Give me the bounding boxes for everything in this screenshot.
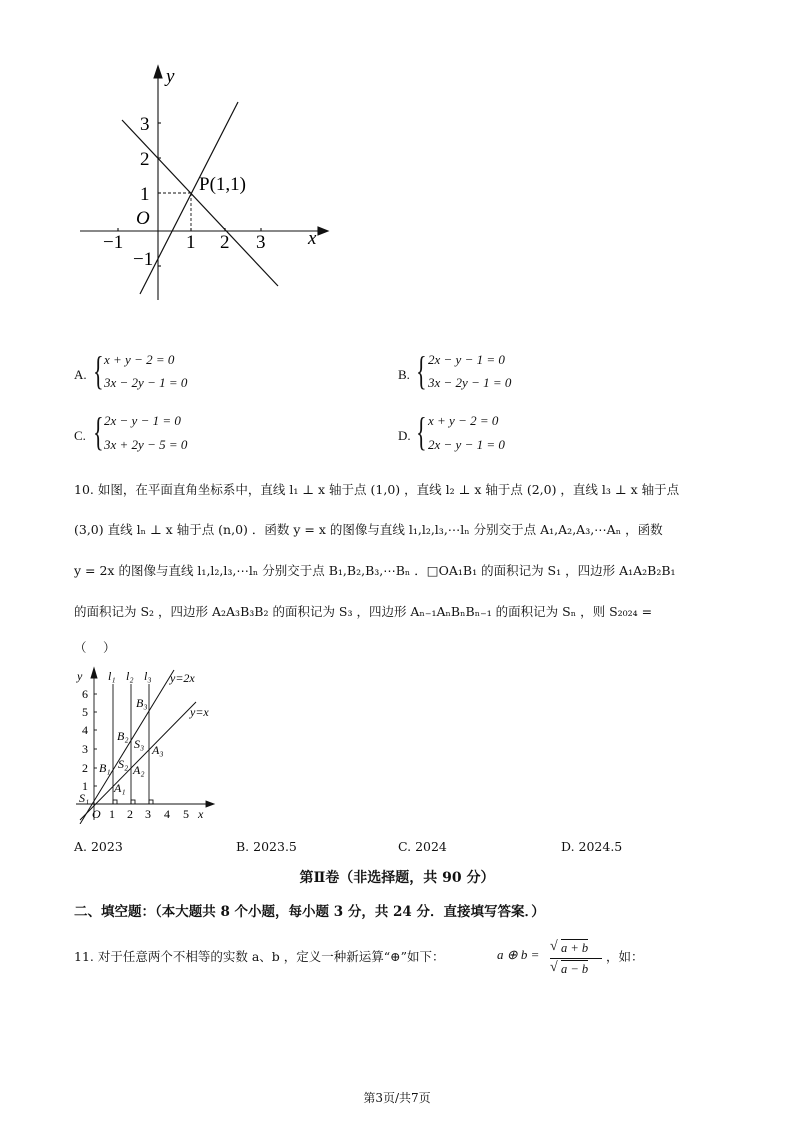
graph1-xtick-1: 1 <box>186 232 196 253</box>
graph2-l2-label: l₂ <box>126 669 134 683</box>
equation-1: 2x − y − 1 = 0 <box>104 413 181 428</box>
graph2-b2-label: B₂ <box>117 729 129 743</box>
equation-1: 2x − y − 1 = 0 <box>428 352 505 367</box>
graph1-xtick-neg1: −1 <box>103 232 124 253</box>
graph2-origin: O <box>92 807 101 821</box>
option-label: B. <box>398 367 410 382</box>
graph1-x-label: x <box>308 228 317 249</box>
coordinate-graph-2 <box>72 664 222 824</box>
graph1-ytick-neg1: −1 <box>133 249 154 270</box>
graph2-ytick-6: 6 <box>82 687 88 701</box>
graph2-ytick-5: 5 <box>82 705 88 719</box>
graph2-xtick-5: 5 <box>183 807 189 821</box>
option-label: D. <box>398 428 411 443</box>
coordinate-graph-1 <box>70 60 340 310</box>
line-2x-y-1 <box>140 102 238 294</box>
q10-line-4: 的面积记为 S₂ ，四边形 A₂A₃B₃B₂ 的面积记为 S₃ ，四边形 Aₙ₋₁AₙBₙBₙ₋₁ 的面积记为 Sₙ ，则 S₂₀₂₄ = <box>74 604 653 619</box>
graph2-xtick-3: 3 <box>145 807 151 821</box>
graph2-b1-label: B₁ <box>99 761 111 775</box>
brace-icon: { <box>93 348 104 393</box>
graph2-l1-label: l₁ <box>108 669 116 683</box>
graph2-yx-label: y=x <box>190 705 209 719</box>
q10-answer-bracket: （ ） <box>74 640 116 655</box>
equation-1: x + y − 2 = 0 <box>428 413 499 428</box>
sqrt-icon: √ <box>550 939 558 954</box>
graph2-a2-label: A₂ <box>133 763 145 777</box>
equation-2: 2x − y − 1 = 0 <box>428 437 505 452</box>
graph1-ytick-3: 3 <box>140 114 150 135</box>
graph2-y-label: y <box>77 669 83 683</box>
option-label: A. <box>74 367 87 382</box>
q10-line-2: (3,0) 直线 lₙ ⊥ x 轴于点 (n,0) ．函数 y = x 的图像与直线 l₁,l₂,l₃,⋯lₙ 分别交于点 A₁,A₂,A₃,⋯Aₙ ，函数 <box>74 522 663 537</box>
graph1-y-label: y <box>166 66 175 87</box>
graph2-l3-label: l₃ <box>144 669 152 683</box>
graph1-origin: O <box>136 208 150 229</box>
graph1-point-label: P(1,1) <box>199 174 246 195</box>
sqrt-icon: √ <box>550 960 558 975</box>
page-footer: 第3页/共7页 <box>363 1091 431 1105</box>
q11-formula-lhs: a ⊕ b = <box>497 947 540 962</box>
graph1-ytick-2: 2 <box>140 149 150 170</box>
graph1-ytick-1: 1 <box>140 184 150 205</box>
q11-tail: ，如： <box>606 949 644 964</box>
q10-option-c[interactable]: C. 2024 <box>398 839 447 854</box>
q11 <box>74 938 714 982</box>
graph2-ytick-4: 4 <box>82 723 88 737</box>
fraction-denominator <box>550 959 602 979</box>
q11-fraction <box>550 938 602 979</box>
q11-text: 11. 对于任意两个不相等的实数 a、b ，定义一种新运算“⊕”如下： <box>74 949 445 964</box>
brace-icon: { <box>416 409 427 454</box>
graph2-x-label: x <box>198 807 204 821</box>
graph2-xtick-2: 2 <box>127 807 133 821</box>
q10-option-b[interactable]: B. 2023.5 <box>236 839 297 854</box>
brace-icon: { <box>416 348 427 393</box>
line-y-x <box>80 702 196 820</box>
graph2-ytick-1: 1 <box>82 779 88 793</box>
graph2-s3-label: S₃ <box>134 737 145 751</box>
q10-option-a[interactable]: A. 2023 <box>74 839 123 854</box>
graph2-s1-label: S₁ <box>79 791 90 805</box>
equation-2: 3x − 2y − 1 = 0 <box>428 375 512 390</box>
equation-2: 3x − 2y − 1 = 0 <box>104 375 188 390</box>
q10-option-d[interactable]: D. 2024.5 <box>561 839 623 854</box>
graph2-b3-label: B₃ <box>136 696 148 710</box>
graph2-y2x-label: y=2x <box>170 671 195 685</box>
equation-2: 3x + 2y − 5 = 0 <box>104 437 188 452</box>
graph2-s2-label: S₂ <box>118 757 129 771</box>
graph2-xtick-1: 1 <box>109 807 115 821</box>
graph2-ytick-2: 2 <box>82 761 88 775</box>
q10-line-1: 10. 如图，在平面直角坐标系中，直线 l₁ ⊥ x 轴于点 (1,0) ，直线 l₂ ⊥ x 轴于点 (2,0) ，直线 l₃ ⊥ x 轴于点 <box>74 482 680 497</box>
graph2-ytick-3: 3 <box>82 742 88 756</box>
brace-icon: { <box>93 409 104 454</box>
equation-1: x + y − 2 = 0 <box>104 352 175 367</box>
fraction-numerator <box>550 938 602 958</box>
graph2-a1-label: A₁ <box>114 781 126 795</box>
q10-line-3: y = 2x 的图像与直线 l₁,l₂,l₃,⋯lₙ 分别交于点 B₁,B₂,B₃,⋯Bₙ ．□OA₁B₁ 的面积记为 S₁ ，四边形 A₁A₂B₂B₁ <box>74 563 676 578</box>
option-label: C. <box>74 428 86 443</box>
graph1-xtick-3: 3 <box>256 232 266 253</box>
section-2-title: 第Ⅱ卷（非选择题，共 90 分） <box>299 870 495 886</box>
denominator-text: a − b <box>561 962 589 976</box>
graph2-a3-label: A₃ <box>152 743 164 757</box>
section-2-instructions: 二、填空题：（本大题共 8 个小题，每小题 3 分，共 24 分．直接填写答案．） <box>74 904 545 920</box>
numerator-text: a + b <box>561 941 589 955</box>
graph1-xtick-2: 2 <box>220 232 230 253</box>
graph2-xtick-4: 4 <box>164 807 170 821</box>
